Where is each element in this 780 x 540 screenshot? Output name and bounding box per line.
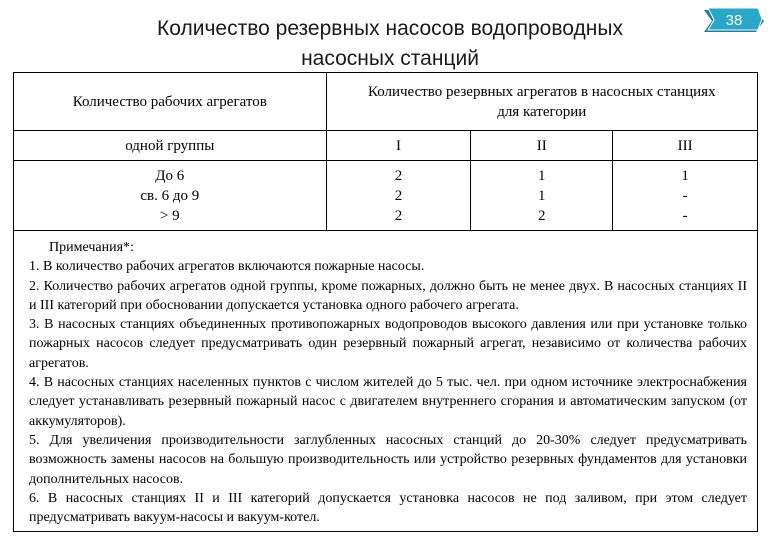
- slide-title-line-1: Количество резервных насосов водопроводных: [157, 17, 623, 40]
- category-ii: II: [471, 131, 613, 161]
- category-iii-values: [613, 161, 758, 231]
- notes-heading: Примечания*:: [49, 240, 134, 255]
- header-working-units: Количество рабочих агрегатов: [14, 73, 327, 131]
- group-cell: [14, 161, 327, 231]
- slide-title: [70, 14, 710, 74]
- category-ii-values: [471, 161, 613, 231]
- table-cell: -: [682, 207, 688, 224]
- table-cell: 1: [538, 167, 546, 184]
- note-item: 2. Количество рабочих агрегатов одной группы, кроме пожарных, должно быть не менее двух. В насосных станциях II и III категорий при обосновании допускается установка одного рабочего агрегата.: [29, 278, 747, 313]
- page-number-badge: [704, 6, 764, 36]
- group-label: св. 6 до 9: [140, 187, 200, 204]
- subheader-one-group: одной группы: [14, 131, 327, 161]
- notes-section: [29, 238, 747, 527]
- table-cell: 2: [394, 187, 403, 204]
- category-iii: III: [613, 131, 758, 161]
- category-i: I: [326, 131, 471, 161]
- slide-title-line-2: насосных станций: [301, 47, 479, 70]
- table-cell: 2: [394, 167, 403, 184]
- table-cell: 1: [538, 187, 546, 204]
- group-label: > 9: [159, 207, 180, 224]
- page-number: 38: [725, 12, 743, 29]
- table-row: [14, 161, 758, 231]
- table-cell: -: [682, 187, 688, 204]
- table-cell: 2: [538, 207, 546, 224]
- note-item: 6. В насосных станциях II и III категорий допускается установка насосов не под заливом, при этом следует предусматривать вакуум-насосы и вакуум-котел.: [29, 490, 747, 526]
- category-i-values: [326, 161, 471, 231]
- note-item: 4. В насосных станциях населенных пунктов с числом жителей до 5 тыс. чел. при одном источнике электроснабжения следует устанавливать резервный пожарный насос с двигателем внутреннего сгорания и автоматическим запуском (от аккумуляторов).: [29, 375, 747, 429]
- note-item: 5. Для увеличения производительности заглубленных насосных станций до 20-30% следует предусматривать возможность замены насосов на большую производительность или устройство резервных фундаментов для установки дополнительных насосов.: [29, 432, 747, 487]
- reserve-pumps-table: [13, 72, 758, 231]
- note-item: 3. В насосных станциях объединенных противопожарных водопроводов высокого давления или при установке только пожарных насосов следует предусматривать один резервный пожарный агрегат, независимо от количества рабочих агрегатов.: [29, 317, 747, 371]
- table-cell: 2: [394, 207, 403, 224]
- table-cell: 1: [681, 167, 689, 184]
- header-reserve-units: Количество резервных агрегатов в насосных станциях для категории: [326, 73, 757, 131]
- group-label: До 6: [155, 167, 185, 184]
- note-item: 1. В количество рабочих агрегатов включаются пожарные насосы.: [29, 259, 425, 275]
